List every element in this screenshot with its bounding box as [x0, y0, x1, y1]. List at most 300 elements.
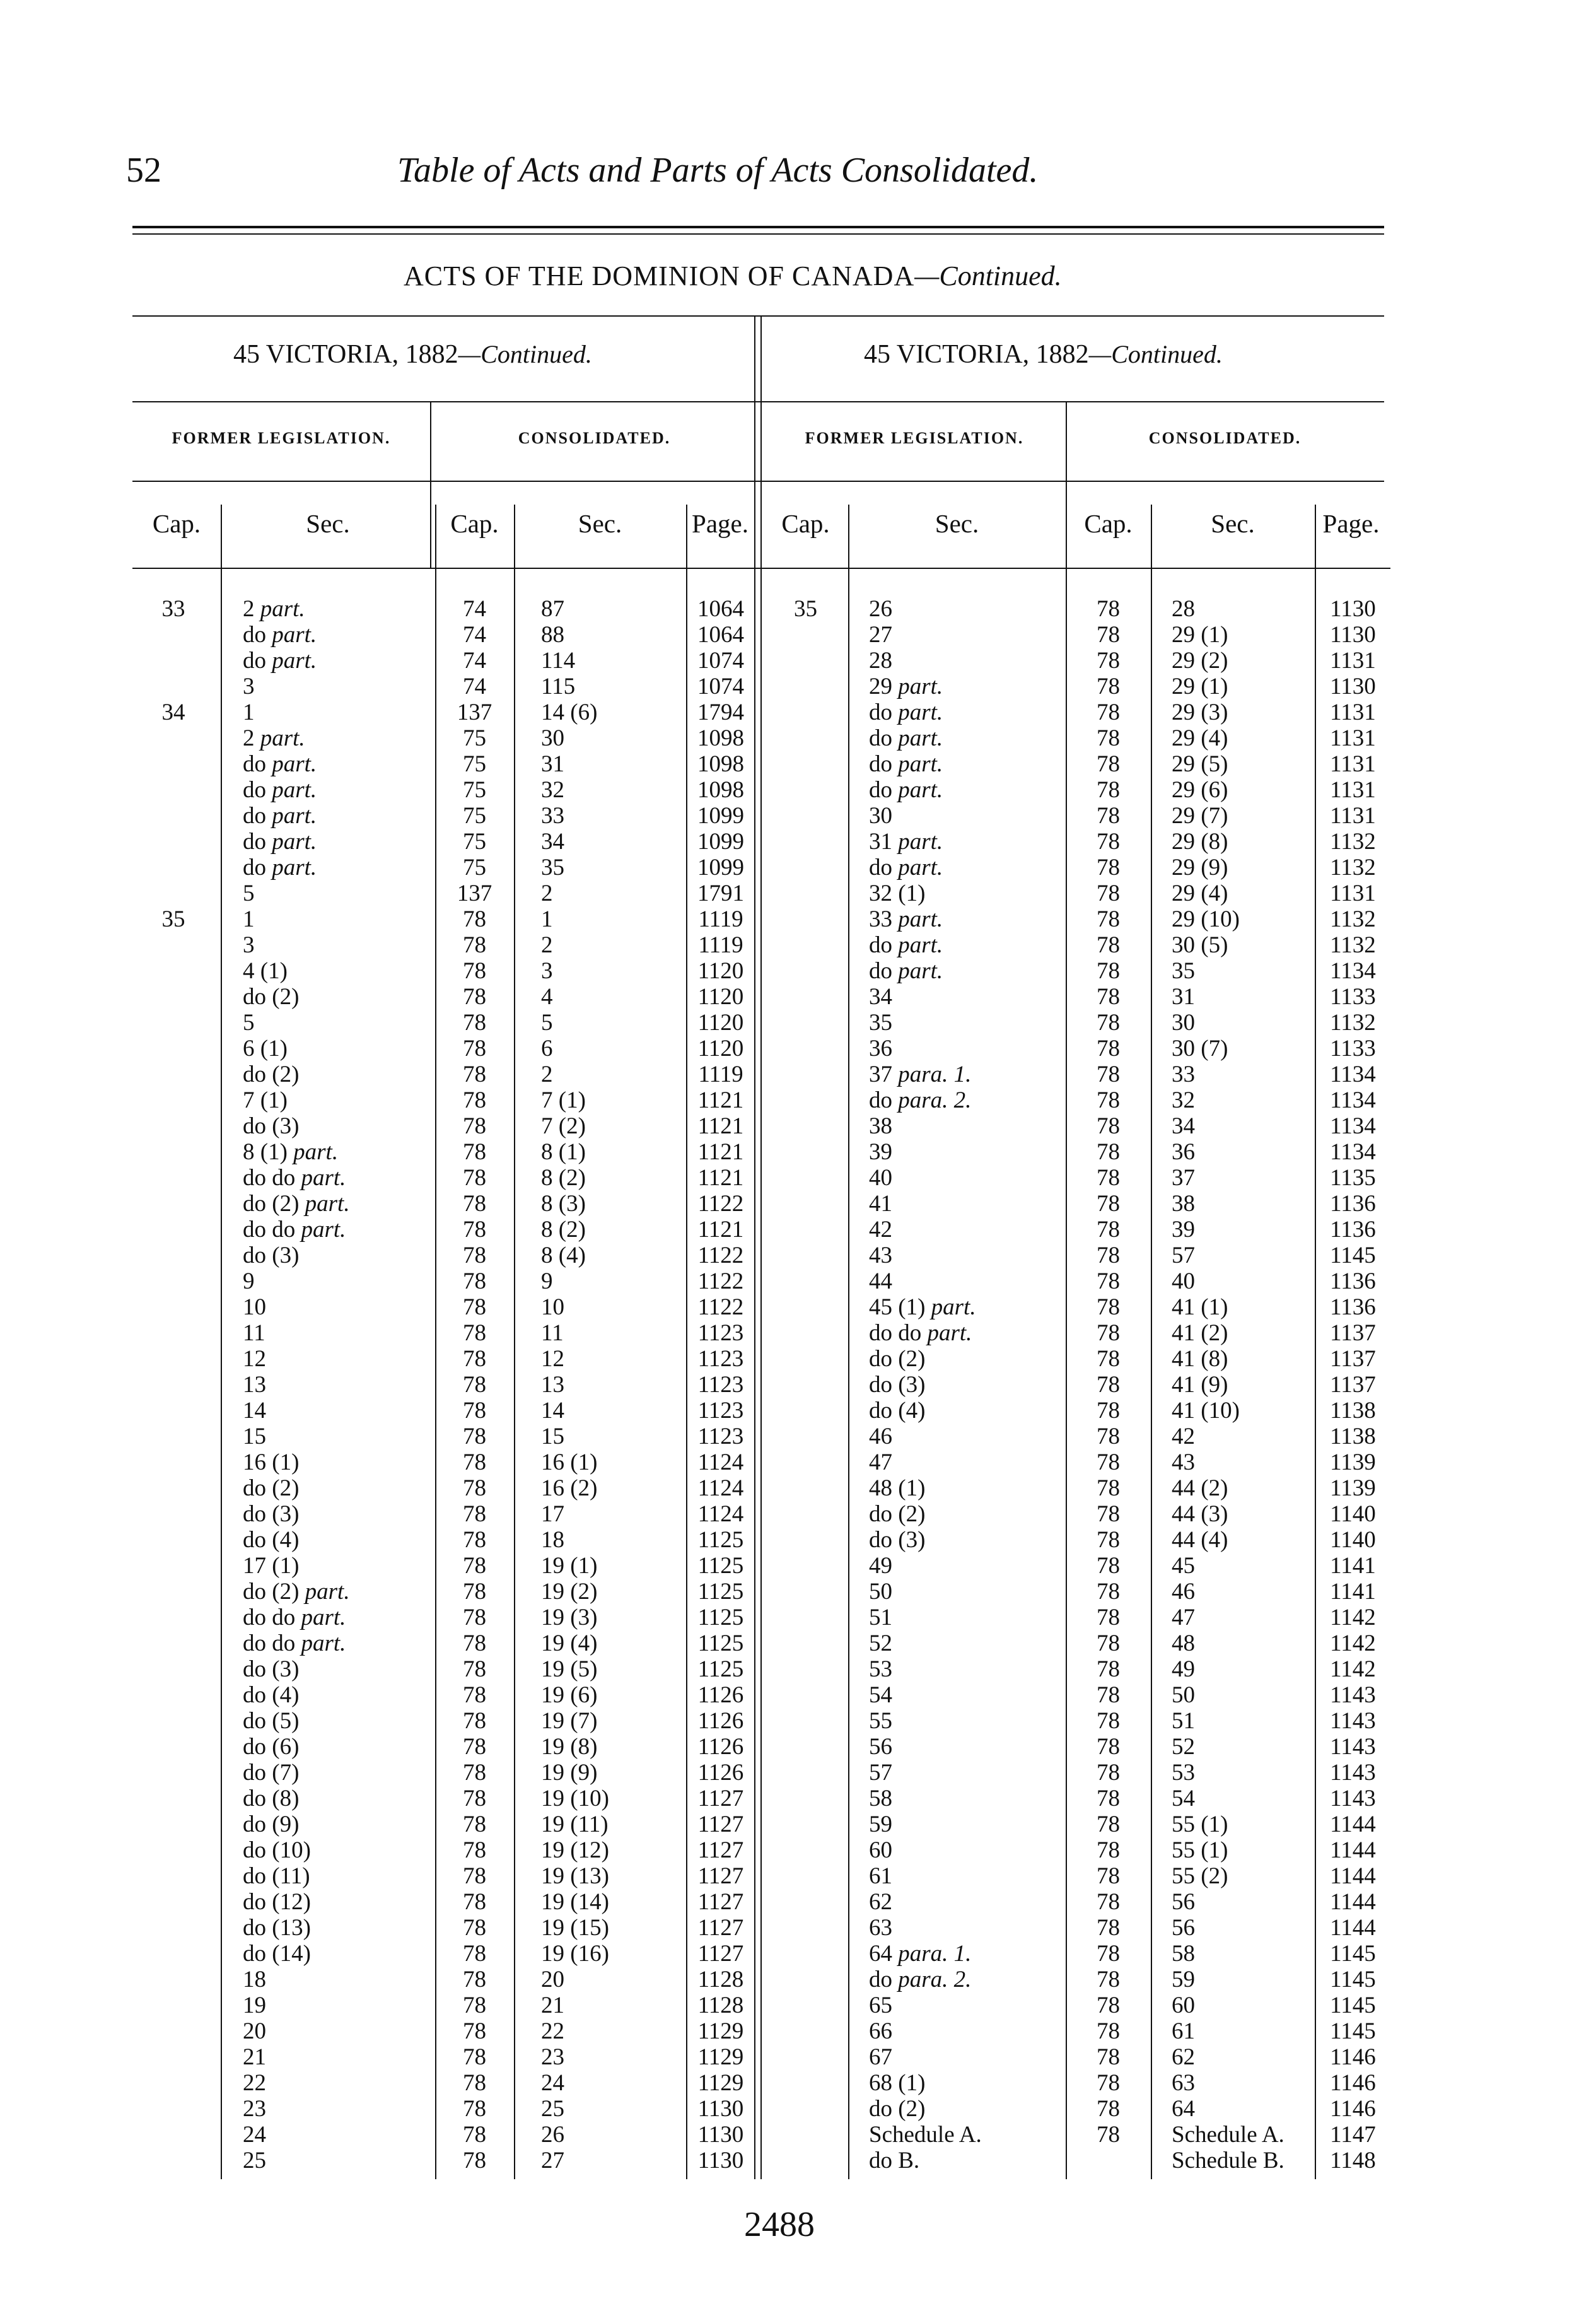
- page-cell: 1119: [698, 932, 743, 958]
- page-cell: 1130: [697, 2122, 744, 2148]
- right-page-column: [1317, 596, 1389, 2174]
- consolidated-cap-cell: 78: [1097, 1191, 1120, 1217]
- right-col-head-cons-sec: Sec.: [1211, 509, 1255, 538]
- left-consolidated-cap-column: [435, 596, 514, 2174]
- page-cell: 1145: [1330, 1243, 1376, 1268]
- former-sec-cell: 5: [243, 1010, 255, 1036]
- consolidated-sec-cell: 24: [541, 2070, 564, 2096]
- page-cell: 1121: [697, 1165, 744, 1191]
- consolidated-sec-cell: 19 (4): [541, 1630, 598, 1656]
- consolidated-sec-cell: 19 (3): [541, 1605, 598, 1630]
- consolidated-cap-cell: 78: [1097, 1889, 1120, 1915]
- consolidated-sec-cell: 29 (9): [1172, 855, 1228, 881]
- consolidated-sec-cell: 44 (4): [1172, 1527, 1228, 1553]
- consolidated-cap-cell: 78: [463, 1605, 486, 1630]
- column-divider: [848, 505, 849, 2179]
- consolidated-cap-cell: 75: [463, 751, 486, 777]
- page-cell: 1139: [1330, 1449, 1376, 1475]
- page-cell: 1141: [1330, 1553, 1376, 1579]
- consolidated-sec-cell: 29 (7): [1172, 803, 1228, 829]
- section-heading-suffix: —Continued.: [914, 260, 1062, 291]
- former-sec-cell: 1: [243, 699, 255, 725]
- consolidated-cap-cell: 78: [1097, 958, 1120, 984]
- former-sec-cell: 59: [869, 1811, 892, 1837]
- right-half-heading-text: 45 VICTORIA, 1882: [864, 340, 1089, 369]
- consolidated-cap-cell: 78: [463, 2148, 486, 2174]
- consolidated-cap-cell: 78: [1097, 1760, 1120, 1786]
- page-cell: 1127: [697, 1837, 744, 1863]
- consolidated-sec-cell: 55 (1): [1172, 1811, 1228, 1837]
- column-divider: [514, 505, 515, 2179]
- former-sec-cell: 56: [869, 1734, 892, 1760]
- left-former-cap-column: [132, 596, 214, 2122]
- consolidated-sec-cell: 29 (5): [1172, 751, 1228, 777]
- page-cell: 1120: [697, 984, 744, 1010]
- consolidated-cap-cell: 78: [1097, 622, 1120, 648]
- consolidated-sec-cell: 6: [541, 1036, 553, 1062]
- page-cell: 1130: [697, 2148, 744, 2174]
- consolidated-sec-cell: 44 (2): [1172, 1475, 1228, 1501]
- former-sec-cell: do do part.: [243, 1217, 346, 1243]
- page-cell: 1125: [697, 1630, 744, 1656]
- left-col-head-former-sec: Sec.: [306, 509, 350, 538]
- consolidated-cap-cell: 75: [463, 777, 486, 803]
- former-sec-cell: 63: [869, 1915, 892, 1941]
- consolidated-cap-cell: 78: [1097, 596, 1120, 622]
- former-sec-cell: 44: [869, 1268, 892, 1294]
- consolidated-cap-cell: 78: [463, 1217, 486, 1243]
- page-cell: 1145: [1330, 1941, 1376, 1967]
- page-cell: 1122: [697, 1243, 744, 1268]
- consolidated-cap-cell: 78: [1097, 1217, 1120, 1243]
- page-cell: 1126: [697, 1734, 744, 1760]
- page-cell: 1125: [697, 1579, 744, 1605]
- page-cell: 1126: [697, 1760, 744, 1786]
- consolidated-cap-cell: 78: [1097, 932, 1120, 958]
- consolidated-sec-cell: 11: [541, 1320, 564, 1346]
- page-cell: 1121: [697, 1217, 744, 1243]
- consolidated-cap-cell: 78: [463, 1656, 486, 1682]
- former-sec-cell: do (10): [243, 1837, 311, 1863]
- right-former-legislation-label: FORMER LEGISLATION.: [805, 429, 1024, 447]
- consolidated-cap-cell: 78: [463, 1449, 486, 1475]
- consolidated-cap-cell: 75: [463, 855, 486, 881]
- consolidated-cap-cell: 78: [1097, 1398, 1120, 1424]
- former-sec-cell: 33 part.: [869, 906, 943, 932]
- consolidated-cap-cell: 78: [1097, 2044, 1120, 2070]
- page-cell: 1132: [1330, 855, 1376, 881]
- page-cell: 1121: [697, 1113, 744, 1139]
- former-sec-cell: do (13): [243, 1915, 311, 1941]
- consolidated-sec-cell: 50: [1172, 1682, 1195, 1708]
- consolidated-sec-cell: 62: [1172, 2044, 1195, 2070]
- consolidated-cap-cell: 78: [1097, 803, 1120, 829]
- consolidated-cap-cell: 78: [463, 1967, 486, 1992]
- page-cell: 1143: [1330, 1760, 1376, 1786]
- consolidated-sec-cell: 27: [541, 2148, 564, 2174]
- consolidated-sec-cell: 40: [1172, 1268, 1195, 1294]
- consolidated-sec-cell: 61: [1172, 2018, 1195, 2044]
- page-cell: 1120: [697, 1010, 744, 1036]
- page-cell: 1123: [697, 1320, 744, 1346]
- column-divider: [1151, 505, 1152, 2179]
- header-rule-thick: [132, 226, 1384, 228]
- consolidated-sec-cell: 29 (4): [1172, 881, 1228, 906]
- former-sec-cell: 3: [243, 932, 255, 958]
- consolidated-sec-cell: 34: [1172, 1113, 1195, 1139]
- page-cell: 1136: [1330, 1294, 1376, 1320]
- page-cell: 1130: [1330, 622, 1376, 648]
- consolidated-sec-cell: 32: [541, 777, 564, 803]
- former-sec-cell: 34: [869, 984, 892, 1010]
- consolidated-sec-cell: 7 (1): [541, 1087, 586, 1113]
- consolidated-sec-cell: 37: [1172, 1165, 1195, 1191]
- consolidated-sec-cell: 30 (5): [1172, 932, 1228, 958]
- former-cap-cell: 35: [161, 906, 185, 932]
- consolidated-sec-cell: 42: [1172, 1424, 1195, 1449]
- rule-below-section: [132, 315, 1384, 317]
- consolidated-sec-cell: 17: [541, 1501, 564, 1527]
- page-cell: 1099: [697, 855, 744, 881]
- page-cell: 1126: [697, 1708, 744, 1734]
- consolidated-sec-cell: 35: [541, 855, 564, 881]
- consolidated-cap-cell: 78: [1097, 751, 1120, 777]
- former-sec-cell: do part.: [243, 648, 317, 674]
- left-former-legislation-label: FORMER LEGISLATION.: [172, 429, 391, 447]
- consolidated-sec-cell: 46: [1172, 1579, 1195, 1605]
- former-sec-cell: do (2): [243, 1475, 300, 1501]
- page-cell: 1125: [697, 1656, 744, 1682]
- page-cell: 1131: [1330, 725, 1376, 751]
- consolidated-sec-cell: 19 (9): [541, 1760, 598, 1786]
- page-cell: 1146: [1330, 2070, 1376, 2096]
- consolidated-sec-cell: 30: [1172, 1010, 1195, 1036]
- former-sec-cell: Schedule A.: [869, 2122, 982, 2148]
- page-cell: 1140: [1330, 1527, 1376, 1553]
- page-cell: 1099: [697, 829, 744, 855]
- consolidated-sec-cell: 29 (2): [1172, 648, 1228, 674]
- former-sec-cell: 38: [869, 1113, 892, 1139]
- consolidated-sec-cell: 13: [541, 1372, 564, 1398]
- former-sec-cell: do (6): [243, 1734, 300, 1760]
- page-cell: 1123: [697, 1398, 744, 1424]
- former-sec-cell: do part.: [243, 622, 317, 648]
- page-cell: 1138: [1330, 1398, 1376, 1424]
- page-cell: 1120: [697, 958, 744, 984]
- former-sec-cell: do part.: [243, 777, 317, 803]
- consolidated-cap-cell: 78: [463, 1372, 486, 1398]
- consolidated-cap-cell: 78: [463, 2122, 486, 2148]
- left-col-head-former-cap: Cap.: [152, 509, 201, 538]
- consolidated-sec-cell: 43: [1172, 1449, 1195, 1475]
- former-sec-cell: 28: [869, 648, 892, 674]
- consolidated-cap-cell: 78: [1097, 1811, 1120, 1837]
- former-sec-cell: 61: [869, 1863, 892, 1889]
- former-sec-cell: 15: [243, 1424, 266, 1449]
- consolidated-cap-cell: 78: [1097, 1527, 1120, 1553]
- consolidated-cap-cell: 78: [1097, 1630, 1120, 1656]
- consolidated-cap-cell: 78: [463, 1424, 486, 1449]
- consolidated-cap-cell: 78: [1097, 855, 1120, 881]
- page-cell: 1120: [697, 1036, 744, 1062]
- consolidated-cap-cell: 78: [463, 1863, 486, 1889]
- consolidated-cap-cell: 78: [463, 1811, 486, 1837]
- page-cell: 1130: [1330, 674, 1376, 699]
- consolidated-sec-cell: 19 (13): [541, 1863, 609, 1889]
- page-cell: 1098: [697, 725, 744, 751]
- consolidated-cap-cell: 78: [463, 1165, 486, 1191]
- former-sec-cell: 12: [243, 1346, 266, 1372]
- right-former-cap-column: [763, 596, 848, 622]
- consolidated-cap-cell: 78: [1097, 984, 1120, 1010]
- consolidated-cap-cell: 78: [1097, 1424, 1120, 1449]
- page-cell: 1134: [1330, 1087, 1376, 1113]
- consolidated-sec-cell: 19 (7): [541, 1708, 598, 1734]
- column-divider: [221, 505, 222, 2179]
- former-sec-cell: do (7): [243, 1760, 300, 1786]
- consolidated-cap-cell: 78: [463, 1139, 486, 1165]
- page-cell: 1129: [697, 2070, 744, 2096]
- former-sec-cell: 50: [869, 1579, 892, 1605]
- consolidated-sec-cell: 87: [541, 596, 564, 622]
- page-cell: 1124: [697, 1449, 744, 1475]
- former-sec-cell: 20: [243, 2018, 266, 2044]
- consolidated-sec-cell: 19 (1): [541, 1553, 598, 1579]
- former-sec-cell: do (3): [243, 1113, 300, 1139]
- rule-below-half-heading: [132, 401, 1384, 402]
- page-cell: 1098: [697, 777, 744, 803]
- page-cell: 1064: [697, 622, 744, 648]
- page-cell: 1127: [697, 1863, 744, 1889]
- left-consolidated-sec-column: [541, 596, 683, 2174]
- page-cell: 1130: [697, 2096, 744, 2122]
- rule-below-group-label: [132, 481, 1384, 482]
- former-sec-cell: 45 (1) part.: [869, 1294, 976, 1320]
- former-cap-cell: 34: [161, 699, 185, 725]
- page-cell: 1119: [698, 906, 743, 932]
- former-sec-cell: 2 part.: [243, 725, 305, 751]
- consolidated-sec-cell: 19 (15): [541, 1915, 609, 1941]
- former-sec-cell: 64 para. 1.: [869, 1941, 972, 1967]
- consolidated-sec-cell: 52: [1172, 1734, 1195, 1760]
- consolidated-sec-cell: 20: [541, 1967, 564, 1992]
- consolidated-cap-cell: 137: [457, 881, 492, 906]
- consolidated-sec-cell: 2: [541, 881, 553, 906]
- consolidated-cap-cell: 74: [463, 596, 486, 622]
- former-sec-cell: 65: [869, 1992, 892, 2018]
- consolidated-sec-cell: 14 (6): [541, 699, 598, 725]
- consolidated-sec-cell: 115: [541, 674, 576, 699]
- page-cell: 1127: [697, 1786, 744, 1811]
- former-sec-cell: 24: [243, 2122, 266, 2148]
- former-sec-cell: 10: [243, 1294, 266, 1320]
- page-cell: 1135: [1330, 1165, 1376, 1191]
- page-cell: 1128: [697, 1992, 744, 2018]
- former-sec-cell: do (2) part.: [243, 1579, 350, 1605]
- page-cell: 1123: [697, 1372, 744, 1398]
- former-sec-cell: 8 (1) part.: [243, 1139, 339, 1165]
- page-cell: 1147: [1330, 2122, 1376, 2148]
- page-cell: 1143: [1330, 1708, 1376, 1734]
- former-sec-cell: do part.: [869, 725, 943, 751]
- former-sec-cell: 46: [869, 1424, 892, 1449]
- former-sec-cell: 18: [243, 1967, 266, 1992]
- right-col-head-former-sec: Sec.: [935, 509, 979, 538]
- consolidated-sec-cell: 8 (2): [541, 1165, 586, 1191]
- consolidated-sec-cell: 41 (9): [1172, 1372, 1228, 1398]
- page-cell: 1132: [1330, 1010, 1376, 1036]
- page-cell: 1133: [1330, 1036, 1376, 1062]
- page-cell: 1074: [697, 674, 744, 699]
- page-number: 52: [126, 151, 161, 190]
- consolidated-sec-cell: 31: [541, 751, 564, 777]
- page-cell: 1131: [1330, 881, 1376, 906]
- former-cap-cell: 33: [161, 596, 185, 622]
- consolidated-cap-cell: 78: [463, 1915, 486, 1941]
- page-cell: 1144: [1330, 1863, 1376, 1889]
- header-rule-thin: [132, 233, 1384, 235]
- consolidated-cap-cell: 78: [463, 1036, 486, 1062]
- page-cell: 1064: [697, 596, 744, 622]
- former-sec-cell: 11: [243, 1320, 265, 1346]
- page-cell: 1142: [1330, 1630, 1376, 1656]
- consolidated-sec-cell: 29 (8): [1172, 829, 1228, 855]
- page-cell: 1144: [1330, 1915, 1376, 1941]
- former-sec-cell: do part.: [869, 777, 943, 803]
- former-sec-cell: do (8): [243, 1786, 300, 1811]
- former-sec-cell: 1: [243, 906, 255, 932]
- former-sec-cell: 37 para. 1.: [869, 1062, 972, 1087]
- consolidated-cap-cell: 78: [1097, 1967, 1120, 1992]
- consolidated-cap-cell: 78: [1097, 1036, 1120, 1062]
- consolidated-sec-cell: 39: [1172, 1217, 1195, 1243]
- page-cell: 1127: [697, 1811, 744, 1837]
- former-sec-cell: do part.: [869, 958, 943, 984]
- consolidated-cap-cell: 78: [1097, 1346, 1120, 1372]
- former-sec-cell: 35: [869, 1010, 892, 1036]
- consolidated-sec-cell: 19 (11): [541, 1811, 609, 1837]
- consolidated-sec-cell: Schedule B.: [1172, 2148, 1284, 2174]
- right-col-head-former-cap: Cap.: [781, 509, 830, 538]
- consolidated-sec-cell: 8 (3): [541, 1191, 586, 1217]
- consolidated-cap-cell: 78: [463, 1682, 486, 1708]
- consolidated-cap-cell: 78: [1097, 1010, 1120, 1036]
- former-sec-cell: do B.: [869, 2148, 920, 2174]
- page-cell: 1132: [1330, 829, 1376, 855]
- consolidated-sec-cell: 64: [1172, 2096, 1195, 2122]
- page-cell: 1131: [1330, 803, 1376, 829]
- page-cell: 1124: [697, 1475, 744, 1501]
- consolidated-cap-cell: 78: [463, 1630, 486, 1656]
- former-sec-cell: do (4): [243, 1527, 300, 1553]
- page-cell: 1125: [697, 1605, 744, 1630]
- consolidated-sec-cell: 29 (1): [1172, 674, 1228, 699]
- former-sec-cell: 32 (1): [869, 881, 926, 906]
- right-former-sec-column: [869, 596, 1064, 2174]
- consolidated-cap-cell: 78: [1097, 1475, 1120, 1501]
- former-sec-cell: 16 (1): [243, 1449, 300, 1475]
- left-former-sec-column: [243, 596, 432, 2174]
- consolidated-sec-cell: 41 (2): [1172, 1320, 1228, 1346]
- page-cell: 1146: [1330, 2096, 1376, 2122]
- consolidated-cap-cell: 78: [1097, 1320, 1120, 1346]
- consolidated-cap-cell: 78: [1097, 1656, 1120, 1682]
- consolidated-cap-cell: 78: [463, 1191, 486, 1217]
- consolidated-sec-cell: 34: [541, 829, 564, 855]
- page-cell: 1131: [1330, 699, 1376, 725]
- former-sec-cell: 66: [869, 2018, 892, 2044]
- consolidated-cap-cell: 78: [463, 2070, 486, 2096]
- former-sec-cell: 13: [243, 1372, 266, 1398]
- consolidated-cap-cell: 78: [1097, 1087, 1120, 1113]
- page-cell: 1131: [1330, 648, 1376, 674]
- former-sec-cell: 42: [869, 1217, 892, 1243]
- consolidated-cap-cell: 78: [463, 1837, 486, 1863]
- consolidated-cap-cell: 78: [1097, 1708, 1120, 1734]
- consolidated-cap-cell: 78: [1097, 2122, 1120, 2148]
- former-sec-cell: do do part.: [243, 1165, 346, 1191]
- consolidated-sec-cell: 56: [1172, 1915, 1195, 1941]
- sheet-number: 2488: [744, 2205, 815, 2244]
- consolidated-sec-cell: 30: [541, 725, 564, 751]
- former-sec-cell: 67: [869, 2044, 892, 2070]
- page-cell: 1129: [697, 2044, 744, 2070]
- consolidated-cap-cell: 78: [463, 1398, 486, 1424]
- consolidated-sec-cell: 33: [1172, 1062, 1195, 1087]
- left-half-heading-text: 45 VICTORIA, 1882: [233, 340, 458, 369]
- consolidated-cap-cell: 78: [1097, 1268, 1120, 1294]
- former-sec-cell: 19: [243, 1992, 266, 2018]
- consolidated-cap-cell: 78: [463, 1010, 486, 1036]
- page-cell: 1125: [697, 1553, 744, 1579]
- consolidated-cap-cell: 78: [463, 1294, 486, 1320]
- right-consolidated-sec-column: [1172, 596, 1313, 2174]
- section-heading: [404, 260, 1062, 292]
- consolidated-cap-cell: 78: [1097, 1682, 1120, 1708]
- consolidated-cap-cell: 78: [1097, 1786, 1120, 1811]
- left-consolidated-label: CONSOLIDATED.: [518, 429, 671, 447]
- former-sec-cell: do (9): [243, 1811, 300, 1837]
- left-half-heading-suffix: —Continued.: [458, 340, 592, 368]
- consolidated-cap-cell: 78: [1097, 2070, 1120, 2096]
- consolidated-sec-cell: 19 (8): [541, 1734, 598, 1760]
- right-col-head-page: Page.: [1322, 509, 1380, 538]
- page-cell: 1119: [698, 1062, 743, 1087]
- consolidated-sec-cell: 21: [541, 1992, 564, 2018]
- page-cell: 1145: [1330, 1967, 1376, 1992]
- former-sec-cell: do (12): [243, 1889, 311, 1915]
- page-cell: 1123: [697, 1424, 744, 1449]
- consolidated-cap-cell: 78: [463, 1889, 486, 1915]
- page-cell: 1143: [1330, 1786, 1376, 1811]
- former-sec-cell: do do part.: [869, 1320, 972, 1346]
- page-cell: 1134: [1330, 958, 1376, 984]
- consolidated-cap-cell: 78: [463, 1527, 486, 1553]
- page-cell: 1127: [697, 1915, 744, 1941]
- page-cell: 1125: [697, 1527, 744, 1553]
- page-cell: 1126: [697, 1682, 744, 1708]
- consolidated-sec-cell: 31: [1172, 984, 1195, 1010]
- page-cell: 1121: [697, 1087, 744, 1113]
- former-sec-cell: 27: [869, 622, 892, 648]
- consolidated-cap-cell: 75: [463, 803, 486, 829]
- consolidated-cap-cell: 75: [463, 725, 486, 751]
- former-sec-cell: 55: [869, 1708, 892, 1734]
- former-sec-cell: 40: [869, 1165, 892, 1191]
- consolidated-sec-cell: 32: [1172, 1087, 1195, 1113]
- consolidated-cap-cell: 78: [463, 932, 486, 958]
- former-sec-cell: do part.: [243, 803, 317, 829]
